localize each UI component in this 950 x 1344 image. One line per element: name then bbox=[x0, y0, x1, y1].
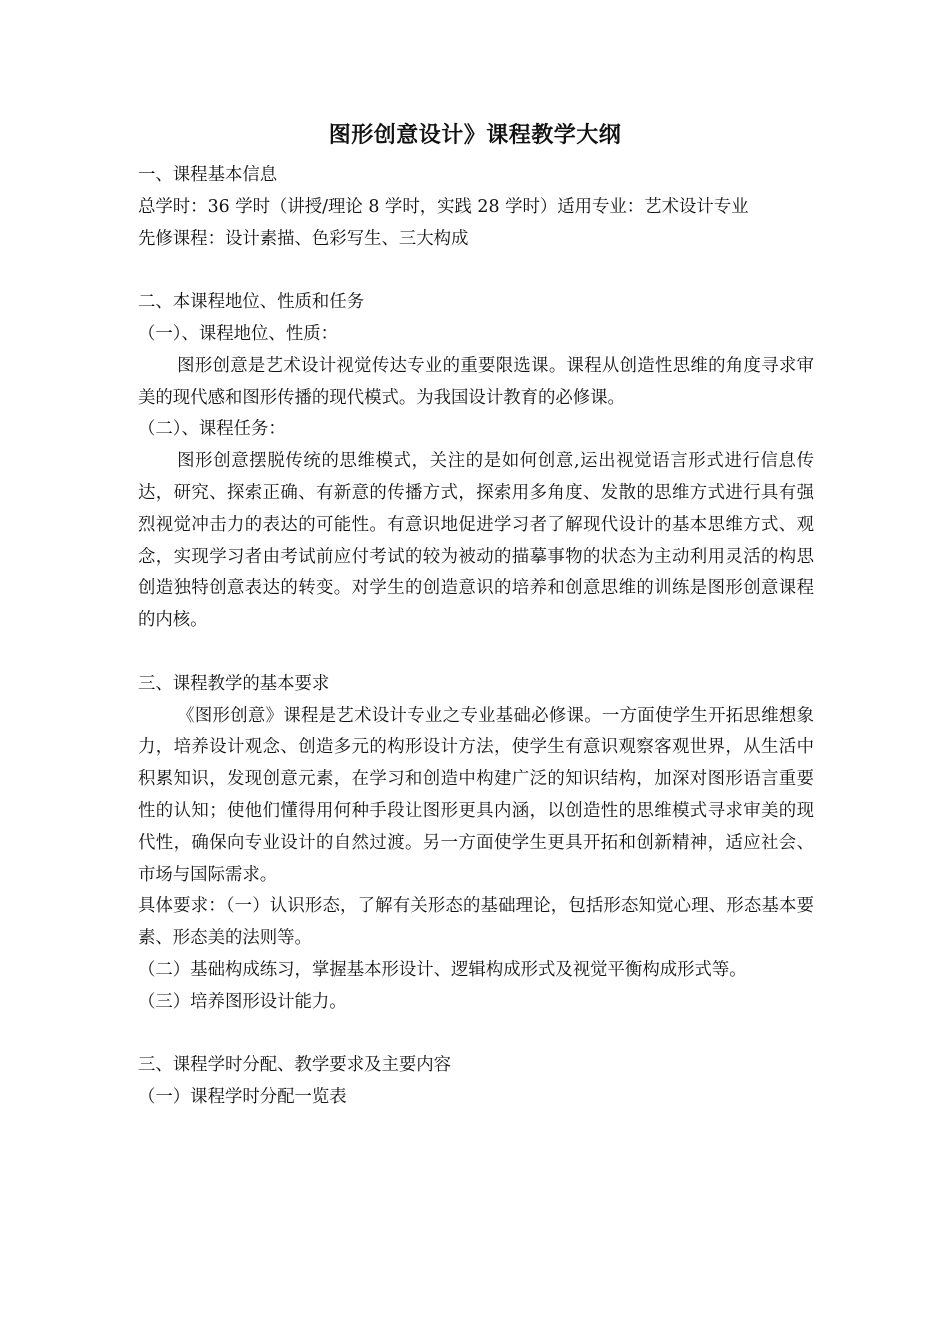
spacer bbox=[138, 255, 814, 287]
spacer bbox=[138, 637, 814, 669]
section3-requirement-3: （三）培养图形设计能力。 bbox=[138, 991, 347, 1012]
section1-heading: 一、课程基本信息 bbox=[138, 165, 278, 185]
section2-sub1-paragraph: 图形创意是艺术设计视觉传达专业的重要限选课。课程从创造性思维的角度寻求审美的现代感和图形传播的现代模式。为我国设计教育的必修课。 bbox=[138, 355, 814, 408]
section3-requirement-2: （二）基础构成练习，掌握基本形设计、逻辑构成形式及视觉平衡构成形式等。 bbox=[138, 959, 747, 980]
section2-sub1-heading: （一）、课程地位、性质： bbox=[138, 323, 338, 344]
section4-heading: 三、课程学时分配、教学要求及主要内容 bbox=[138, 1055, 452, 1076]
section2-sub2-heading: （二）、课程任务： bbox=[138, 419, 286, 440]
document-body bbox=[138, 160, 814, 1114]
section4-sub1-heading: （一）课程学时分配一览表 bbox=[138, 1087, 347, 1108]
section2-heading: 二、本课程地位、性质和任务 bbox=[138, 292, 365, 313]
section3-paragraph: 《图形创意》课程是艺术设计专业之专业基础必修课。一方面使学生开拓思维想象力，培养设计观念、创造多元的构形设计方法，使学生有意识观察客观世界，从生活中积累知识，发现创意元素，在学习和创造中构建广泛的知识结构，加深对图形语言重要性的认知；使他们懂得用何种手段让图形更具内涵，以创造性的思维模式寻求审美的现代性，确保向专业设计的自然过渡。另一方面使学生更具开拓和创新精神，适应社会、市场与国际需求。 bbox=[138, 705, 814, 885]
course-hours-line: 总学时：36 学时（讲授/理论 8 学时，实践 28 学时）适用专业：艺术设计专业 bbox=[138, 196, 749, 217]
prerequisite-line: 先修课程：设计素描、色彩写生、三大构成 bbox=[138, 228, 469, 249]
section2-sub2-paragraph: 图形创意摆脱传统的思维模式，关注的是如何创意,运出视觉语言形式进行信息传达，研究、探索正确、有新意的传播方式，探索用多角度、发散的思维方式进行具有强烈视觉冲击力的表达的可能性。有意识地促进学习者了解现代设计的基本思维方式、观念，实现学习者由考试前应付考试的较为被动的描摹事物的状态为主动利用灵活的构思创造独特创意表达的转变。对学生的创造意识的培养和创意思维的训练是图形创意课程的内核。 bbox=[138, 451, 814, 631]
section3-requirement-1: 具体要求：（一）认识形态，了解有关形态的基础理论，包括形态知觉心理、形态基本要素、形态美的法则等。 bbox=[138, 896, 814, 949]
section3-heading: 三、课程教学的基本要求 bbox=[138, 673, 330, 694]
spacer bbox=[138, 1019, 814, 1051]
document-title: 图形创意设计》课程教学大纲 bbox=[328, 123, 622, 148]
